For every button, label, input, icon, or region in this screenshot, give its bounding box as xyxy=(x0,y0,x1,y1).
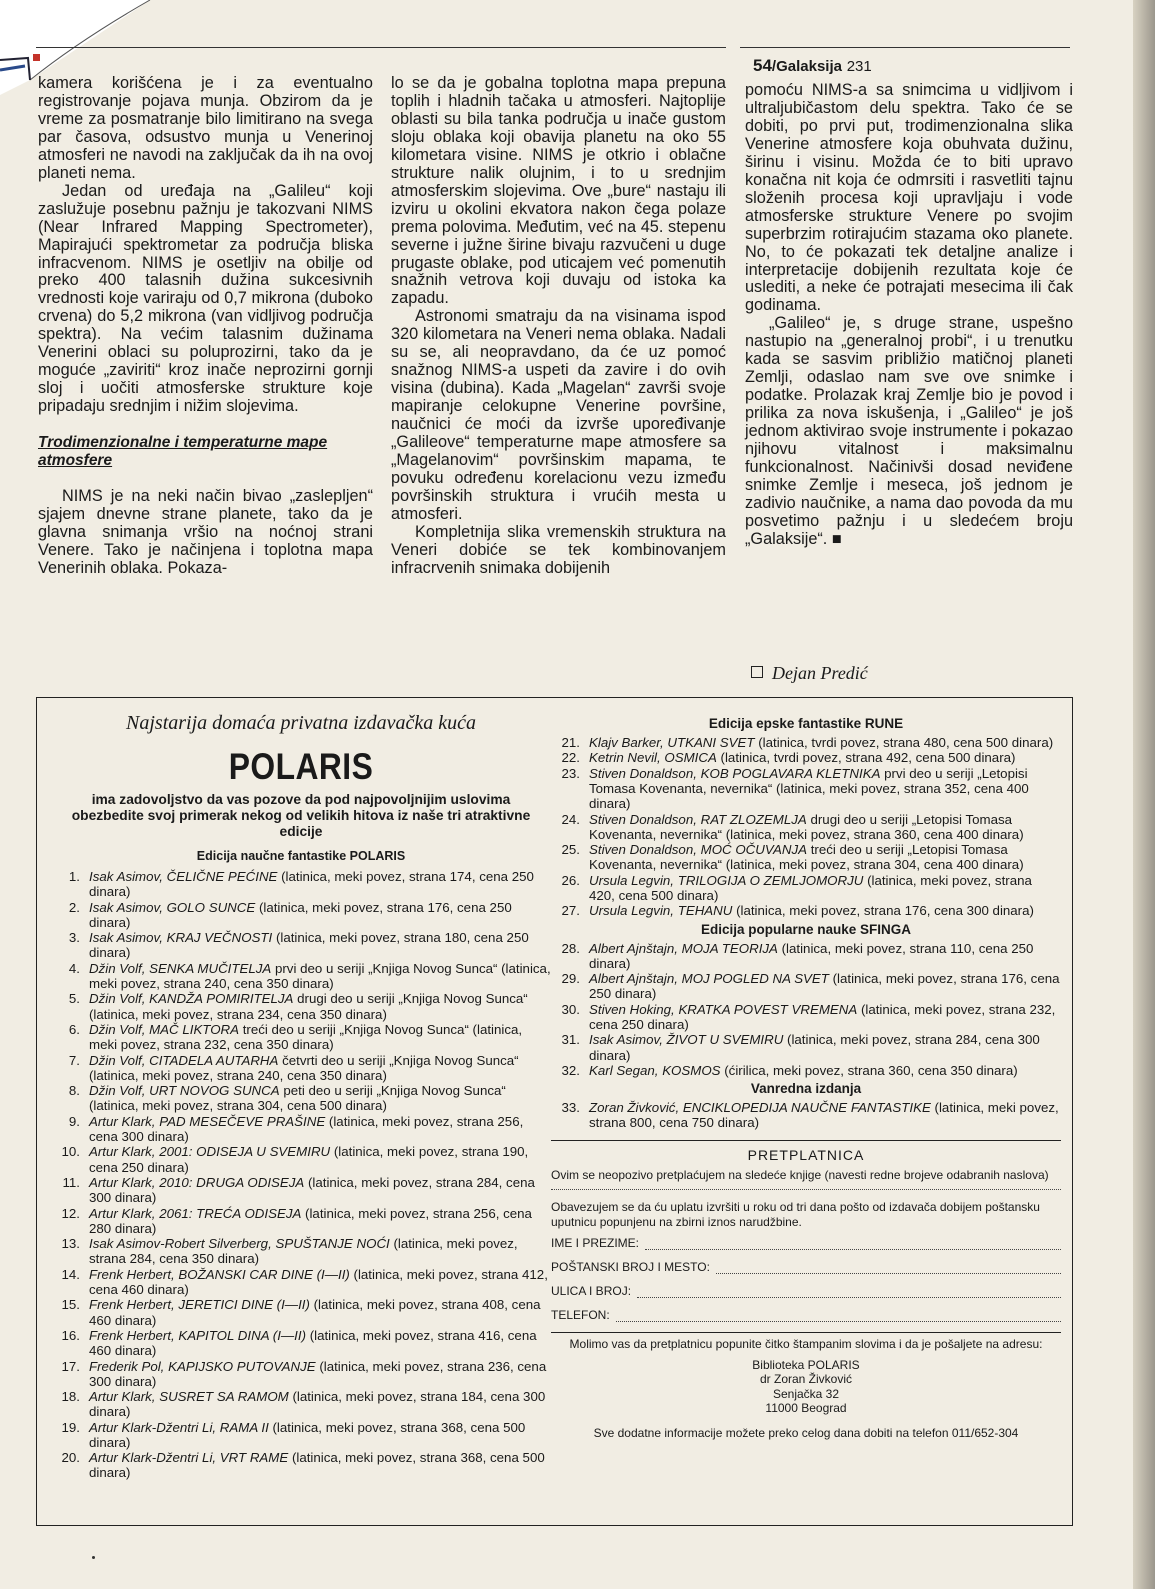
book-item xyxy=(51,1297,551,1327)
book-author: Stiven Donaldson, xyxy=(589,811,701,827)
book-details: prvi deo u seriji „Letopisi Tomasa Kovenanta, nevernika“ (latinica, meki povez, strana 352, cena 400 dinara) xyxy=(589,765,1029,812)
book-item xyxy=(51,1359,551,1389)
book-title: KRATKA POVEST VREMENA xyxy=(678,1001,858,1017)
book-title: TRILOGIJA O ZEMLJOMORJU xyxy=(677,872,864,888)
book-item xyxy=(551,1002,1061,1032)
book-item xyxy=(51,991,551,1021)
book-item xyxy=(51,1175,551,1205)
book-details: (latinica, tvrdi povez, strana 480, cena 500 dinara) xyxy=(754,735,1054,750)
book-details: (latinica, meki povez, strana 256, cena 280 dinara) xyxy=(89,1205,532,1236)
book-title: CITADELA AUTARHA xyxy=(149,1052,279,1068)
issue-number: 231 xyxy=(846,58,872,75)
book-number: 15. xyxy=(61,1297,80,1313)
book-title: JERETICI DINE (I—II) xyxy=(178,1297,310,1313)
book-title: 2001: ODISEJA U SVEMIRU xyxy=(159,1144,331,1160)
book-item xyxy=(51,1420,551,1450)
article-paragraph: Kompletnija slika vremenskih struktura na Veneri dobiće se tek kombinovanjem infracrvenih snimaka dobijenih xyxy=(391,522,726,577)
book-title: 2061: TREĆA ODISEJA xyxy=(159,1205,302,1221)
book-author: Isak Asimov, xyxy=(589,1032,667,1048)
book-author: Artur Klark-Džentri Li, xyxy=(89,1419,220,1435)
book-number: 14. xyxy=(61,1266,80,1282)
book-number: 33. xyxy=(561,1100,580,1116)
book-author: Džin Volf, xyxy=(89,1083,150,1099)
book-author: Artur Klark-Džentri Li, xyxy=(89,1450,220,1466)
top-rule-right xyxy=(740,47,1070,48)
article-paragraph: Jedan od uređaja na „Galileu“ koji zaslužuje posebnu pažnju je takozvani NIMS (Near Infrared Mapping Spectrometer), Mapirajući spektrometar za područja bliska infracvenom. NIMS je osetljiv na obilje od preko 400 talasnih dužina sukcesivnih vrednosti koje variraju od 0,7 mikrona (duboko crvena) do 5,2 mikrona (van vidljivog područja spektra). Na većim talasnim dužinama Venerini oblaci su poluprozirni, tako da je moguće „zaviriti“ kroz inače neprozirni gornji sloj i uočiti atmosferske strukture koje pripadaju srednjim i nižim slojevima. xyxy=(38,181,373,416)
book-details: (latinica, meki povez, strana 110, cena 250 dinara) xyxy=(589,940,1034,971)
book-title: 2010: DRUGA ODISEJA xyxy=(159,1174,305,1190)
byline-box-icon xyxy=(751,666,763,678)
book-item xyxy=(551,941,1061,971)
book-item xyxy=(51,1053,551,1083)
book-number: 21. xyxy=(561,735,580,750)
book-details: (latinica, meki povez, strana 232, cena 250 dinara) xyxy=(589,1001,1056,1032)
speck xyxy=(92,1556,95,1559)
form-commitment: Obavezujem se da ću uplatu izvršiti u roku od tri dana pošto od izdavača dobijem poštansku uputnicu popunjenu na zbirni iznos narudžbine. xyxy=(551,1199,1040,1229)
book-details: (latinica, meki povez, strana 284, cena 350 dinara) xyxy=(89,1236,518,1267)
book-details: (latinica, meki povez, strana 416, cena 460 dinara) xyxy=(89,1327,537,1359)
book-details: drugi deo u seriji „Letopisi Tomasa Kovenanta, nevernika“ (latinica, meki povez, strana 360, cena 400 dinara) xyxy=(589,811,1024,842)
book-title: SENKA MUČITELJA xyxy=(149,960,272,976)
book-author: Artur Klark, xyxy=(89,1113,160,1129)
street-field[interactable]: ULICA I BROJ: xyxy=(551,1284,1061,1298)
author-byline xyxy=(751,663,868,684)
edition-heading: Edicija popularne nauke SFINGA xyxy=(700,921,912,937)
edition-heading: Edicija naučne fantastike POLARIS xyxy=(196,849,406,863)
book-author: Zoran Živković, xyxy=(589,1100,683,1116)
book-number: 29. xyxy=(561,971,580,987)
author-name: Dejan Predić xyxy=(772,663,868,683)
book-author: Artur Klark, xyxy=(89,1205,160,1221)
book-title: MOJ POGLED NA SVET xyxy=(681,971,829,987)
book-details: četvrti deo u seriji „Knjiga Novog Sunca“ (latinica, meki povez, strana 240, cena 350 dinara) xyxy=(89,1052,519,1083)
book-details: (latinica, meki povez, strana 284, cena 300 dinara) xyxy=(89,1174,535,1206)
book-title: KOSMOS xyxy=(662,1062,721,1078)
book-author: Artur Klark, xyxy=(89,1174,160,1190)
book-item xyxy=(51,900,551,930)
book-item xyxy=(551,903,1061,918)
article-column-2 xyxy=(391,75,726,578)
book-author: Artur Klark, xyxy=(89,1389,160,1405)
top-rule-left xyxy=(36,47,726,48)
book-title: SUSRET SA RAMOM xyxy=(159,1389,289,1405)
book-number: 32. xyxy=(561,1062,580,1078)
book-item xyxy=(551,873,1061,903)
book-details: (latinica, meki povez, strana 176, cena 250 dinara) xyxy=(89,899,512,930)
postal-field[interactable]: POŠTANSKI BROJ I MESTO: xyxy=(551,1260,1061,1274)
book-details: (latinica, meki povez, strana 412, cena 460 dinara) xyxy=(89,1266,548,1297)
book-author: Karl Segan, xyxy=(589,1062,663,1078)
phone-field[interactable]: TELEFON: xyxy=(551,1308,1061,1322)
polaris-advertisement xyxy=(36,697,1073,1526)
book-number: 4. xyxy=(68,960,80,976)
book-details: (latinica, meki povez, strana 174, cena 250 dinara) xyxy=(89,869,534,900)
book-title: ČELIČNE PEĆINE xyxy=(166,869,278,884)
book-author: Stiven Donaldson, xyxy=(589,842,701,858)
book-title: KAPIJSKO PUTOVANJE xyxy=(168,1358,316,1374)
book-author: Albert Ajnštajn, xyxy=(589,940,682,956)
book-title: SPUŠTANJE NOĆI xyxy=(275,1236,390,1252)
book-number: 6. xyxy=(68,1021,80,1037)
book-item xyxy=(51,1328,551,1358)
book-author: Ursula Legvin, xyxy=(589,903,678,919)
book-author: Frederik Pol, xyxy=(89,1358,169,1374)
article-paragraph: „Galileo“ je, s druge strane, uspešno nastupio na „generalnoj probi“, i u trenutku kada se sasvim približio matičnoj planeti Zemlji, odaslao nam sve ove snimke i podatke. Prolazak kraj Zemlje bio je povod i prilika za nova iskušenja, i „Galileo“ je još jednom aktivirao svoje instrumente i pokazao njihovu vitalnost i maksimalnu funkcionalnost. Načinivši dosad neviđene snimke Zemlje i meseca, još jednom je zadivio naučnike, a nama dao povoda da mu posvetimo pažnju i u sledećem broju „Galaksije“. ■ xyxy=(745,314,1073,548)
book-title: MOJA TEORIJA xyxy=(681,940,778,956)
book-title: KANDŽA POMIRITELJA xyxy=(149,991,294,1007)
book-list-rune xyxy=(551,735,1061,919)
book-title: ENCIKLOPEDIJA NAUČNE FANTASTIKE xyxy=(682,1100,931,1116)
book-title: GOLO SUNCE xyxy=(166,899,256,915)
book-author: Isak Asimov, xyxy=(89,899,167,915)
article-subheading: Trodimenzionalne i temperaturne mape atmosfere xyxy=(38,434,328,470)
book-details: (latinica, meki povez, strana 420, cena 500 dinara) xyxy=(589,872,1032,903)
book-number: 10. xyxy=(61,1144,80,1160)
book-number: 28. xyxy=(561,940,580,956)
book-item xyxy=(51,1144,551,1174)
book-author: Frenk Herbert, xyxy=(89,1297,179,1313)
page-number: 54 xyxy=(753,56,772,75)
book-details: (latinica, meki povez, strana 284, cena 300 dinara) xyxy=(589,1032,1040,1063)
article-column-3 xyxy=(745,82,1073,549)
book-title: MAČ LIKTORA xyxy=(149,1021,240,1037)
publisher-address: Biblioteka POLARIS dr Zoran Živković Senjačka 32 11000 Beograd xyxy=(752,1357,860,1416)
book-number: 26. xyxy=(561,872,580,888)
form-note: Molimo vas da pretplatnicu popunite čitko štampanim slovima i da je pošaljete na adresu: xyxy=(569,1336,1043,1351)
book-item xyxy=(51,1389,551,1419)
book-details: drugi deo u seriji „Knjiga Novog Sunca“ (latinica, meki povez, strana 234, cena 350 dinara) xyxy=(89,991,528,1022)
book-item xyxy=(551,1063,1061,1078)
book-item xyxy=(51,1450,551,1480)
book-item xyxy=(51,1083,551,1113)
page-folio xyxy=(753,56,872,76)
book-title: VRT RAME xyxy=(219,1450,289,1466)
book-title: RAMA II xyxy=(219,1419,269,1435)
book-author: Frenk Herbert, xyxy=(89,1327,179,1343)
book-title: UTKANI SVET xyxy=(667,735,755,750)
book-details: (latinica, meki povez, strana 236, cena 300 dinara) xyxy=(89,1358,547,1389)
book-title: BOŽANSKI CAR DINE (I—II) xyxy=(178,1266,350,1282)
name-field[interactable]: IME I PREZIME: xyxy=(551,1236,1061,1250)
book-details: (latinica, tvrdi povez, strana 492, cena 500 dinara) xyxy=(716,750,1016,766)
book-author: Artur Klark, xyxy=(89,1144,160,1160)
book-details: (latinica, meki povez, strana 184, cena 300 dinara) xyxy=(89,1389,546,1420)
ad-brand-logo: POLARIS xyxy=(228,746,374,787)
article-column-1 xyxy=(38,75,373,578)
article-paragraph: lo se da je gobalna toplotna mapa prepuna toplih i hladnih tačaka u atmosferi. Najtoplije oblasti su bila tanka područja u inače gustom sloju oblaka koji obavija planetu na oko 55 kilometara visine. NIMS je otkrio i oblačne strukture nalik olujnim, i to u srednjim atmosferskim slojevima. Ove „bure“ nastaju ili izviru u okolini ekvatora nakon čega polaze prema polovima. Međutim, već na 45. stepenu severne i južne širine bivaju razvučeni u duge prugaste oblake, pod uticajem već pomenutih snažnih vetrova koji duvaju od istoka ka zapadu. xyxy=(391,74,726,308)
book-author: Isak Asimov, xyxy=(89,930,167,946)
book-item xyxy=(51,961,551,991)
book-title: KRAJ VEČNOSTI xyxy=(166,930,273,946)
book-author: Klajv Barker, xyxy=(589,735,668,750)
book-title: OSMICA xyxy=(664,750,717,766)
book-number: 25. xyxy=(561,842,580,858)
book-title: TEHANU xyxy=(677,903,733,919)
book-author: Isak Asimov-Robert Silverberg, xyxy=(89,1236,276,1252)
book-number: 16. xyxy=(61,1327,80,1343)
book-number: 23. xyxy=(561,765,580,781)
article-paragraph: NIMS je na neki način bivao „zaslepljen“ sjajem dnevne strane planete, tako da je glavna snimanja vršio na noćnoj strani Venere. Tako je načinjena i toplotna mapa Venerinih oblaka. Pokaza- xyxy=(38,487,373,577)
book-details: (latinica, meki povez, strana 368, cena 500 dinara) xyxy=(89,1419,526,1450)
book-number: 19. xyxy=(61,1419,80,1435)
book-item xyxy=(551,735,1061,750)
book-author: Džin Volf, xyxy=(89,1052,150,1068)
book-list-polaris xyxy=(51,869,551,1481)
book-number: 31. xyxy=(561,1032,580,1048)
book-item xyxy=(51,1236,551,1266)
book-item xyxy=(51,1114,551,1144)
book-details: (latinica, meki povez, strana 176, cena 250 dinara) xyxy=(589,971,1060,1002)
book-details: (latinica, meki povez, strana 800, cena 750 dinara) xyxy=(589,1100,1059,1131)
book-details: treći deo u seriji „Letopisi Tomasa Kovenanta, nevernika“ (latinica, meki povez, strana 304, cena 400 dinara) xyxy=(589,842,1024,873)
book-author: Ketrin Nevil, xyxy=(589,750,665,766)
book-list-sfinga xyxy=(551,941,1061,1079)
ad-tagline: Najstarija domaća privatna izdavačka kuća xyxy=(126,712,476,734)
book-title: RAT ZLOZEMLJA xyxy=(700,811,807,827)
subscription-form xyxy=(551,1140,1061,1440)
book-title: MOĆ OČUVANJA xyxy=(700,842,808,858)
book-details: (latinica, meki povez, strana 176, cena 300 dinara) xyxy=(732,903,1034,919)
book-author: Frenk Herbert, xyxy=(89,1266,179,1282)
book-number: 22. xyxy=(561,750,580,766)
book-number: 9. xyxy=(68,1113,80,1129)
book-item xyxy=(551,1032,1061,1062)
book-item xyxy=(51,1022,551,1052)
book-title: URT NOVOG SUNCA xyxy=(149,1083,280,1099)
book-item xyxy=(551,766,1061,812)
book-author: Džin Volf, xyxy=(89,991,150,1007)
book-number: 27. xyxy=(561,903,580,919)
book-details: prvi deo u seriji „Knjiga Novog Sunca“ (latinica, meki povez, strana 240, cena 350 dinara) xyxy=(89,960,551,991)
book-number: 8. xyxy=(68,1083,80,1099)
book-author: Isak Asimov, xyxy=(89,869,167,884)
book-item xyxy=(551,812,1061,842)
book-title: KAPITOL DINA (I—II) xyxy=(178,1327,307,1343)
magazine-name: /Galaksija xyxy=(771,58,842,75)
book-number: 13. xyxy=(61,1236,80,1252)
book-details: (ćirilica, meki povez, strana 360, cena 350 dinara) xyxy=(720,1062,1018,1078)
book-item xyxy=(51,930,551,960)
book-author: Albert Ajnštajn, xyxy=(589,971,682,987)
book-author: Stiven Hoking, xyxy=(589,1001,679,1017)
article-paragraph: pomoću NIMS-a sa snimcima u vidljivom i ultraljubičastom delu spektra. Tako će se dobiti, po prvi put, trodimenzionalna slika Venerine atmosfere koja obuhvata dužinu, širinu i visinu. Možda će to biti upravo konačna nit koja će odmrsiti i rasvetliti tajnu složenih procesa koji upravljaju i vode atmosferske strukture Venere po svojim superbrzim rotirajućim stazama oko planete. No, to će pokazati tek detaljne analize i interpretacije dobijenih rezultata koje će uslediti, a neke će potrajati mesecima ili čak godinama. xyxy=(745,81,1073,315)
book-item xyxy=(51,1206,551,1236)
ad-right-column xyxy=(551,716,1061,1440)
book-number: 30. xyxy=(561,1001,580,1017)
book-number: 12. xyxy=(61,1205,80,1221)
book-title: PAD MESEČEVE PRAŠINE xyxy=(159,1113,326,1129)
book-author: Džin Volf, xyxy=(89,960,150,976)
book-number: 18. xyxy=(61,1389,80,1405)
book-number: 20. xyxy=(61,1450,80,1466)
book-number: 1. xyxy=(68,869,80,884)
page-edge-shadow xyxy=(1133,0,1155,1589)
book-number: 2. xyxy=(68,899,80,915)
book-item xyxy=(551,1100,1061,1130)
book-number: 5. xyxy=(68,991,80,1007)
book-number: 11. xyxy=(62,1174,80,1190)
book-item xyxy=(51,869,551,899)
form-instruction: Ovim se neopozivo pretplaćujem na sledeće knjige (navesti redne brojeve odabranih naslova) xyxy=(551,1167,1049,1182)
ad-intro: ima zadovoljstvo da vas pozove da pod najpovoljnijim uslovima obezbedite svoj primerak nekog od velikih hitova iz naše tri atraktivne edicije xyxy=(71,792,531,839)
book-number: 17. xyxy=(61,1358,80,1374)
book-item xyxy=(551,750,1061,765)
article-paragraph: Astronomi smatraju da na visinama ispod 320 kilometara na Veneri nema oblaka. Nadali su se, ali neopravdano, da će uz pomoć snažnog NIMS-a uspeti da zavire i do ovih visina (dubina). Kada „Magelan“ završi svoje mapiranje celokupne Venerine površine, naučnici će moći da izvrše upoređivanje „Galileove“ temperaturne mape atmosfere sa „Magelanovim“ površinskim mapama, te povuku određenu korelacionu vezu između površinskih struktura i vrućih mesta u atmosferi. xyxy=(391,307,726,523)
book-item xyxy=(551,842,1061,872)
book-title: KOB POGLAVARA KLETNIKA xyxy=(700,765,881,781)
ad-left-column xyxy=(51,712,551,1481)
book-number: 7. xyxy=(68,1052,80,1068)
book-author: Ursula Legvin, xyxy=(589,872,678,888)
article-paragraph: kamera korišćena je i za eventualno registrovanje pojava munja. Obzirom da je vreme za posmatranje bilo limitirano na svega par časova, odsustvo munja u Venerinoj atmosferi ne navodi na zaključak da ih na ovoj planeti nema. xyxy=(38,74,373,182)
book-number: 24. xyxy=(561,811,580,827)
books-number-field[interactable] xyxy=(551,1189,1061,1190)
book-item xyxy=(551,971,1061,1001)
edition-heading: Edicija epske fantastike RUNE xyxy=(708,716,904,731)
book-title: ŽIVOT U SVEMIRU xyxy=(666,1032,784,1048)
book-details: (latinica, meki povez, strana 256, cena 300 dinara) xyxy=(89,1113,524,1144)
edition-heading: Vanredna izdanja xyxy=(750,1081,862,1097)
book-details: (latinica, meki povez, strana 180, cena 250 dinara) xyxy=(89,930,529,961)
contact-phone-note: Sve dodatne informacije možete preko celog dana dobiti na telefon 011/652-304 xyxy=(593,1425,1019,1440)
book-details: peti deo u seriji „Knjiga Novog Sunca“ (latinica, meki povez, strana 304, cena 500 dinara) xyxy=(89,1083,506,1114)
book-list-special xyxy=(551,1100,1061,1130)
book-author: Stiven Donaldson, xyxy=(589,765,701,781)
book-details: (latinica, meki povez, strana 408, cena 460 dinara) xyxy=(89,1297,541,1328)
book-item xyxy=(51,1267,551,1297)
form-title: PRETPLATNICA xyxy=(747,1146,865,1163)
book-details: treći deo u seriji „Knjiga Novog Sunca“ (latinica, meki povez, strana 232, cena 350 dinara) xyxy=(89,1021,523,1053)
book-author: Džin Volf, xyxy=(89,1021,150,1037)
book-details: (latinica, meki povez, strana 368, cena 500 dinara) xyxy=(89,1450,545,1481)
book-details: (latinica, meki povez, strana 190, cena 250 dinara) xyxy=(89,1144,529,1175)
book-number: 3. xyxy=(68,930,80,946)
